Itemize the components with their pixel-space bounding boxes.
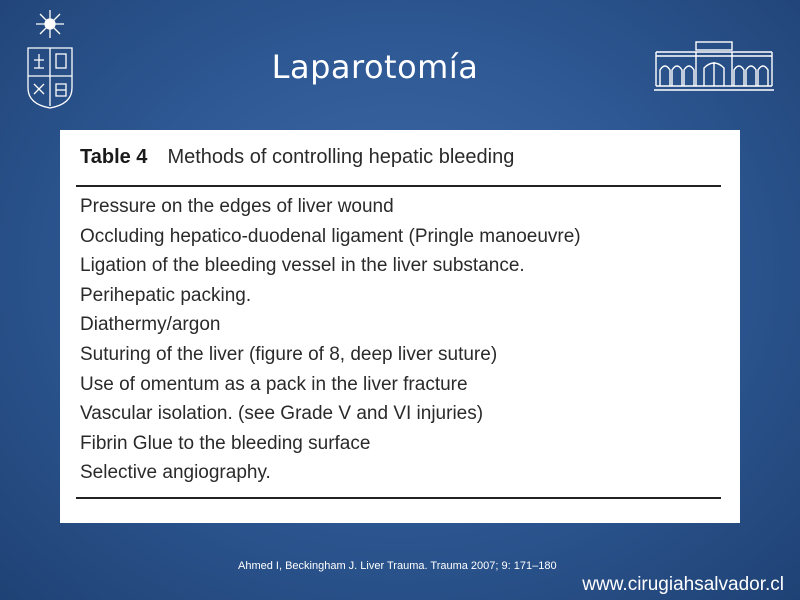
citation-text: Ahmed I, Beckingham J. Liver Trauma. Trauma 2007; 9: 171–180 <box>238 560 557 572</box>
website-link[interactable]: www.cirugiahsalvador.cl <box>582 574 784 595</box>
table-row: Ligation of the bleeding vessel in the liver substance. <box>80 255 525 277</box>
table-row: Selective angiography. <box>80 462 271 484</box>
table-panel <box>60 130 740 523</box>
table-row: Suturing of the liver (figure of 8, deep liver suture) <box>80 343 498 365</box>
table-row: Vascular isolation. (see Grade V and VI injuries) <box>80 403 484 425</box>
hospital-building-icon <box>652 40 776 92</box>
table-row: Diathermy/argon <box>80 314 221 336</box>
table-bottom-rule <box>76 497 721 499</box>
slide-title: Laparotomía <box>271 48 479 86</box>
table-row: Perihepatic packing. <box>80 284 252 306</box>
table-row: Use of omentum as a pack in the liver fracture <box>80 373 468 395</box>
table-row: Occluding hepatico-duodenal ligament (Pringle manoeuvre) <box>80 225 581 247</box>
table-rows <box>80 192 581 488</box>
table-number: Table 4 <box>80 146 148 168</box>
table-caption-text: Methods of controlling hepatic bleeding <box>167 146 515 168</box>
table-top-rule <box>76 185 721 187</box>
table-caption <box>80 146 514 169</box>
table-row: Pressure on the edges of liver wound <box>80 196 394 217</box>
table-row: Fibrin Glue to the bleeding surface <box>80 432 371 454</box>
